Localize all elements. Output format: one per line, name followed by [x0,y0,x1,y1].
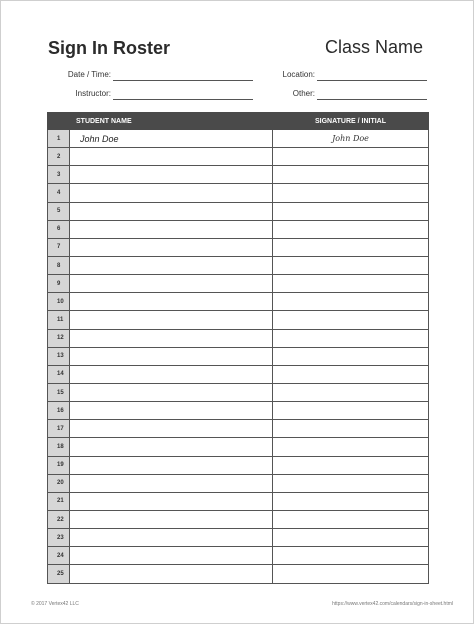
student-name-cell[interactable] [70,365,273,383]
row-number: 18 [48,438,70,456]
student-name-cell[interactable] [70,474,273,492]
date-time-line [113,80,253,81]
student-name-cell[interactable] [70,256,273,274]
student-name-cell[interactable] [70,529,273,547]
signature-cell[interactable] [273,474,429,492]
table-row [48,238,429,256]
row-number: 9 [48,275,70,293]
student-name-cell[interactable] [70,547,273,565]
instructor-field[interactable] [75,86,253,100]
table-row [48,347,429,365]
row-number: 2 [48,148,70,166]
other-field[interactable] [292,86,427,100]
instructor-line [113,99,253,100]
table-row [48,456,429,474]
footer-url[interactable]: https://www.vertex42.com/calendars/sign-in-sheet.html [332,601,453,607]
row-number: 11 [48,311,70,329]
row-number: 8 [48,256,70,274]
row-number: 21 [48,492,70,510]
signature-cell[interactable] [273,529,429,547]
table-row [48,474,429,492]
signature-cell[interactable] [273,166,429,184]
signature-cell[interactable] [273,202,429,220]
row-number: 6 [48,220,70,238]
table-row [48,130,429,148]
student-name-cell[interactable] [70,184,273,202]
row-number: 16 [48,402,70,420]
signature-cell[interactable] [273,275,429,293]
signature-cell[interactable] [273,347,429,365]
table-row [48,275,429,293]
student-name-cell[interactable] [70,329,273,347]
signature-cell[interactable] [273,184,429,202]
table-row [48,420,429,438]
table-row [48,365,429,383]
student-name-cell[interactable] [70,148,273,166]
row-number: 19 [48,456,70,474]
signature-cell[interactable] [273,438,429,456]
other-label: Other: [292,89,315,98]
student-name-cell[interactable] [70,402,273,420]
other-line [317,99,427,100]
signature-cell[interactable] [273,148,429,166]
row-number: 12 [48,329,70,347]
signature-cell[interactable]: John Doe [273,130,429,148]
table-row [48,220,429,238]
table-row [48,547,429,565]
instructor-label: Instructor: [75,89,111,98]
row-number: 20 [48,474,70,492]
student-name-cell[interactable] [70,238,273,256]
student-name-cell[interactable] [70,456,273,474]
signature-cell[interactable] [273,420,429,438]
student-name-cell[interactable] [70,420,273,438]
class-name: Class Name [324,37,423,57]
roster-body [48,130,429,584]
row-number: 14 [48,365,70,383]
student-name-cell[interactable] [70,275,273,293]
student-name-cell[interactable]: John Doe [70,130,273,148]
date-time-field[interactable] [67,67,253,81]
date-time-label: Date / Time: [67,70,111,79]
signature-cell[interactable] [273,293,429,311]
student-name-cell[interactable] [70,202,273,220]
location-field[interactable] [282,67,427,81]
row-number: 24 [48,547,70,565]
table-header-row [48,113,429,130]
row-number: 17 [48,420,70,438]
roster-table [47,112,429,584]
student-name-cell[interactable] [70,438,273,456]
row-number: 22 [48,510,70,528]
signature-cell[interactable] [273,547,429,565]
table-row [48,438,429,456]
table-row [48,383,429,401]
table-row [48,256,429,274]
page-title: Sign In Roster [48,38,171,58]
copyright-text: © 2017 Vertex42 LLC [31,601,79,607]
signature-cell[interactable] [273,383,429,401]
table-row [48,293,429,311]
student-name-cell[interactable] [70,311,273,329]
signature-cell[interactable] [273,329,429,347]
header-number [48,113,70,130]
student-name-cell[interactable] [70,347,273,365]
student-name-cell[interactable] [70,492,273,510]
row-number: 7 [48,238,70,256]
row-number: 1 [48,130,70,148]
student-name-cell[interactable] [70,510,273,528]
student-name-cell[interactable] [70,166,273,184]
row-number: 25 [48,565,70,583]
signature-cell[interactable] [273,492,429,510]
table-row [48,510,429,528]
signature-cell[interactable] [273,238,429,256]
table-row [48,148,429,166]
signature-cell[interactable] [273,311,429,329]
signature-cell[interactable] [273,365,429,383]
table-row [48,402,429,420]
row-number: 5 [48,202,70,220]
table-row [48,184,429,202]
signature-cell[interactable] [273,402,429,420]
table-row [48,202,429,220]
signature-cell[interactable] [273,565,429,583]
signature-cell[interactable] [273,220,429,238]
row-number: 13 [48,347,70,365]
student-name-cell[interactable] [70,293,273,311]
table-row [48,166,429,184]
location-label: Location: [282,70,315,79]
row-number: 4 [48,184,70,202]
header-signature: SIGNATURE / INITIAL [273,113,429,130]
student-name-cell[interactable] [70,220,273,238]
table-row [48,311,429,329]
student-name-cell[interactable] [70,565,273,583]
row-number: 23 [48,529,70,547]
header-student-name: STUDENT NAME [70,113,273,130]
signature-cell[interactable] [273,456,429,474]
row-number: 3 [48,166,70,184]
student-name-cell[interactable] [70,383,273,401]
signature-cell[interactable] [273,256,429,274]
table-row [48,492,429,510]
table-row [48,329,429,347]
location-line [317,80,427,81]
table-row [48,565,429,583]
signature-cell[interactable] [273,510,429,528]
table-row [48,529,429,547]
row-number: 15 [48,383,70,401]
row-number: 10 [48,293,70,311]
